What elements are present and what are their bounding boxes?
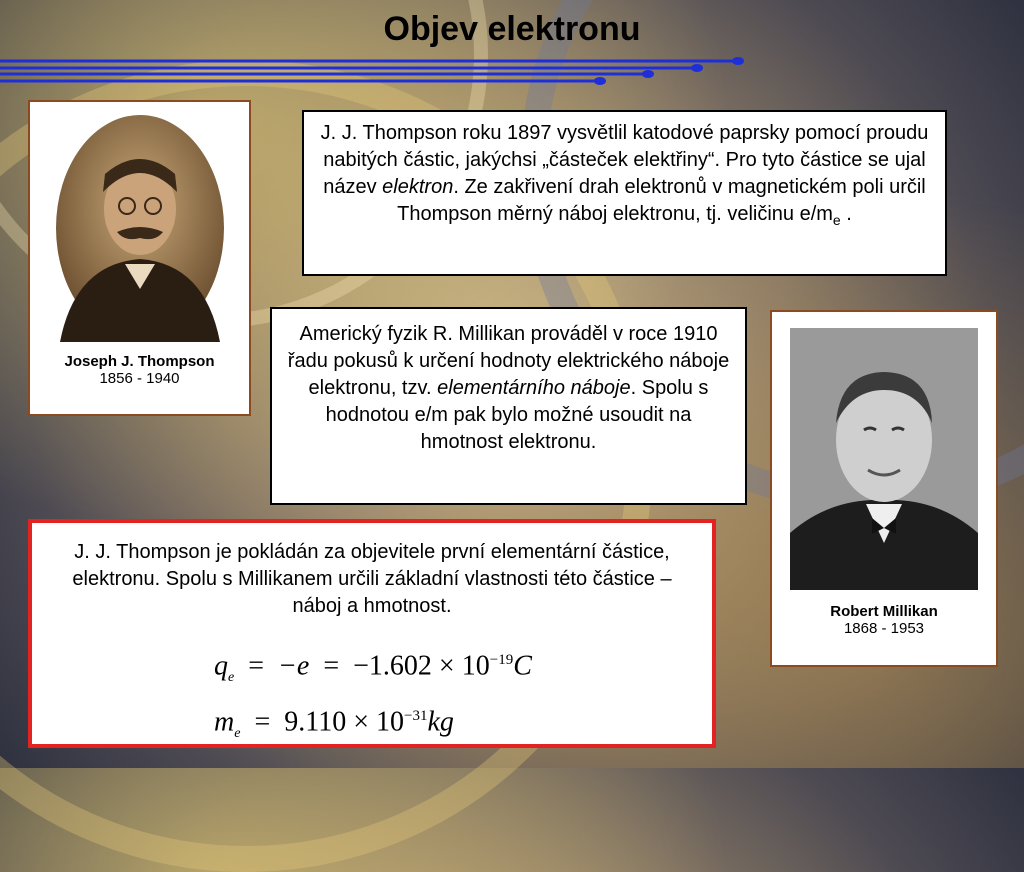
mass-formula	[214, 703, 454, 747]
millikan-portrait-card	[770, 310, 998, 667]
millikan-name: Robert Millikan	[830, 603, 938, 620]
millikan-text-emphasis: elementárního náboje	[437, 377, 631, 399]
summary-box	[28, 519, 716, 748]
formula-equals: =	[248, 650, 265, 682]
formula-equals: =	[323, 650, 340, 682]
formula-exponent: −31	[404, 708, 428, 724]
decorative-lines	[0, 52, 760, 86]
thompson-name: Joseph J. Thompson	[64, 353, 215, 370]
formula-equals: =	[254, 706, 271, 738]
millikan-text: Americký fyzik R. Millikan prováděl v roce 1910 řadu pokusů k určení hodnoty elektrického náboje elektronu, tzv.	[287, 323, 730, 399]
slide-title: Objev elektronu	[383, 10, 641, 48]
charge-formula	[214, 647, 532, 691]
thompson-text-emphasis: elektron	[382, 176, 454, 198]
formula-symbol: m	[214, 706, 235, 738]
formula-value: −1.602 × 10	[353, 650, 490, 682]
formula-unit: C	[513, 650, 532, 682]
formula-value: 9.110 × 10	[284, 706, 405, 738]
formula-subscript: e	[228, 669, 235, 685]
millikan-portrait-image	[790, 328, 978, 590]
millikan-description-box	[270, 307, 747, 505]
millikan-text: . Spolu s hodnotou e/m pak bylo možné usoudit na hmotnost elektronu.	[325, 377, 709, 453]
summary-text: J. J. Thompson je pokládán za objevitele první elementární částice, elektronu. Spolu s Millikanem určili základní vlastnosti této částice – náboj a hmotnost.	[72, 541, 672, 617]
formula-exponent: −19	[489, 652, 514, 668]
thompson-description-box	[302, 110, 947, 276]
formula-symbol: q	[214, 650, 228, 682]
thompson-text: J. J. Thompson roku 1897 vysvětlil katodové paprsky pomocí proudu nabitých částic, jakýchsi „částeček elektřiny“. Pro tyto částice se ujal název	[320, 122, 929, 198]
millikan-years: 1868 - 1953	[843, 620, 925, 637]
thompson-portrait-image	[55, 114, 225, 342]
formula-term: −e	[278, 650, 310, 682]
thompson-text: . Ze zakřivení drah elektronů v magnetickém poli určil Thompson měrný náboj elektronu, tj. veličinu e/m	[397, 176, 926, 225]
formula-subscript: e	[234, 725, 241, 741]
thompson-years: 1856 - 1940	[99, 370, 180, 387]
thompson-portrait-card	[28, 100, 251, 416]
thompson-text: .	[840, 203, 852, 225]
formula-unit: kg	[427, 706, 454, 738]
thompson-text-subscript: e	[832, 212, 841, 228]
